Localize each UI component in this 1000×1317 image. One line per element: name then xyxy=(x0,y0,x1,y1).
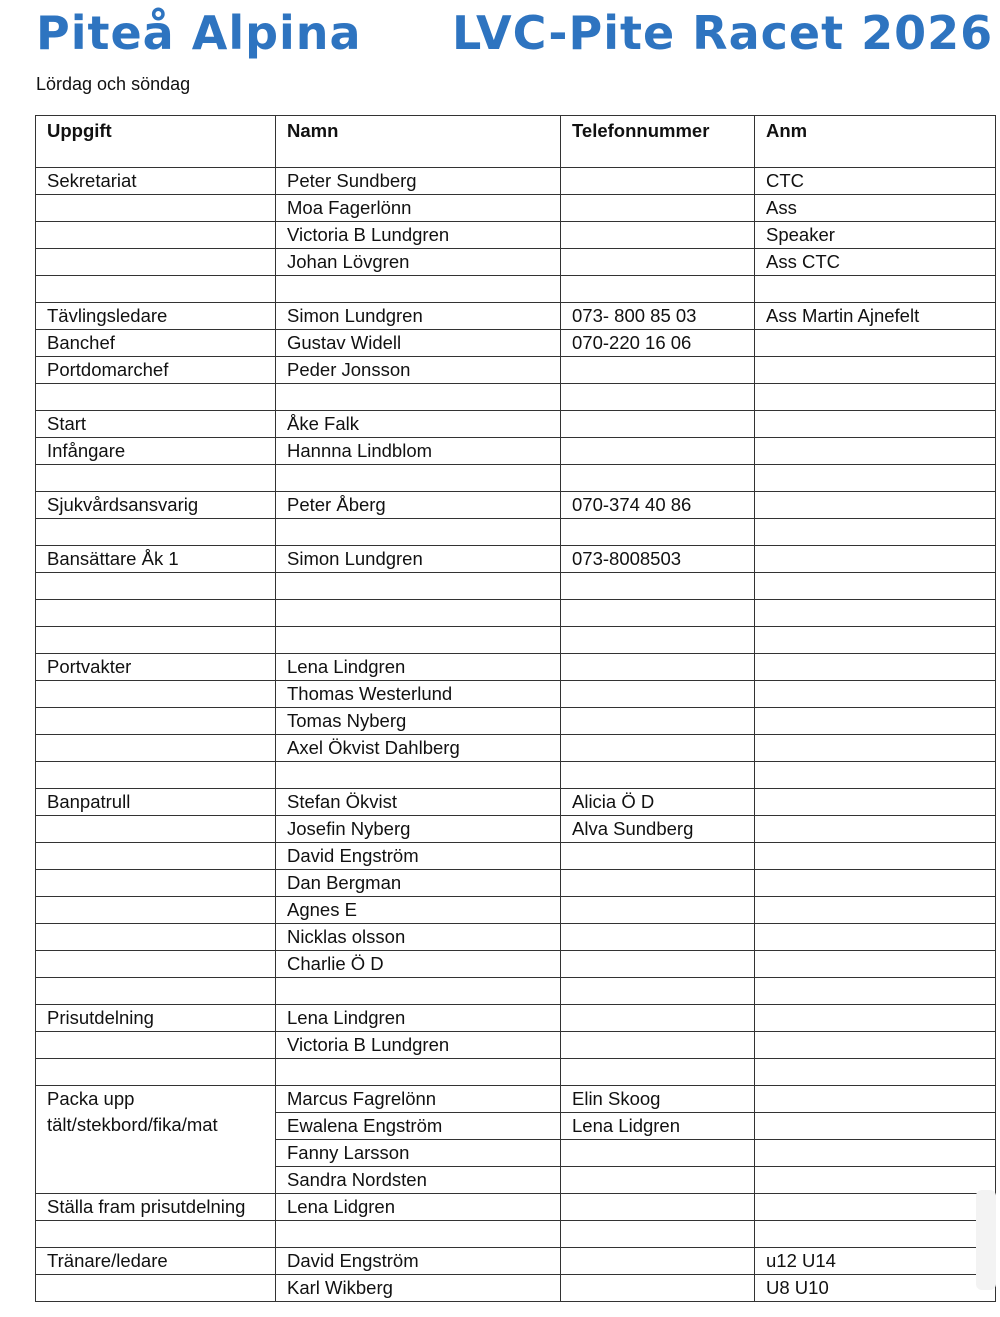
table-row xyxy=(36,924,996,951)
name-cell: Victoria B Lundgren xyxy=(276,222,561,249)
note-cell: CTC xyxy=(755,168,996,195)
task-cell xyxy=(36,249,276,276)
task-cell xyxy=(36,627,276,654)
phone-cell xyxy=(561,1275,755,1302)
note-cell xyxy=(755,1140,996,1167)
phone-cell: 073-8008503 xyxy=(561,546,755,573)
note-cell xyxy=(755,357,996,384)
table-row xyxy=(36,1248,996,1275)
note-cell xyxy=(755,330,996,357)
task-cell: Packa upp tält/stekbord/fika/mat xyxy=(36,1086,276,1194)
phone-cell xyxy=(561,951,755,978)
name-cell xyxy=(276,978,561,1005)
name-cell: Lena Lidgren xyxy=(276,1194,561,1221)
phone-cell: Alva Sundberg xyxy=(561,816,755,843)
phone-cell xyxy=(561,627,755,654)
task-cell: Ställa fram prisutdelning xyxy=(36,1194,276,1221)
task-cell: Start xyxy=(36,411,276,438)
name-cell: Josefin Nyberg xyxy=(276,816,561,843)
phone-cell xyxy=(561,1032,755,1059)
note-cell xyxy=(755,735,996,762)
phone-cell xyxy=(561,843,755,870)
note-cell: Ass CTC xyxy=(755,249,996,276)
table-row xyxy=(36,384,996,411)
task-cell: Banpatrull xyxy=(36,789,276,816)
phone-cell: 073- 800 85 03 xyxy=(561,303,755,330)
phone-cell xyxy=(561,924,755,951)
phone-cell: Elin Skoog xyxy=(561,1086,755,1113)
note-cell xyxy=(755,708,996,735)
task-cell xyxy=(36,1221,276,1248)
name-cell: Thomas Westerlund xyxy=(276,681,561,708)
name-cell: Axel Ökvist Dahlberg xyxy=(276,735,561,762)
name-cell: Dan Bergman xyxy=(276,870,561,897)
task-cell xyxy=(36,1032,276,1059)
task-cell xyxy=(36,195,276,222)
name-cell xyxy=(276,276,561,303)
column-header-uppgift: Uppgift xyxy=(36,116,276,168)
note-cell xyxy=(755,951,996,978)
name-cell xyxy=(276,627,561,654)
task-cell: Tävlingsledare xyxy=(36,303,276,330)
task-cell xyxy=(36,1059,276,1086)
phone-cell xyxy=(561,654,755,681)
task-cell xyxy=(36,708,276,735)
name-cell xyxy=(276,465,561,492)
club-title: Piteå Alpina xyxy=(36,6,362,60)
column-header-anm: Anm xyxy=(755,116,996,168)
event-days: Lördag och söndag xyxy=(36,74,191,94)
task-cell xyxy=(36,222,276,249)
task-cell: Bansättare Åk 1 xyxy=(36,546,276,573)
table-row xyxy=(36,1194,996,1221)
name-cell: Simon Lundgren xyxy=(276,546,561,573)
note-cell xyxy=(755,1113,996,1140)
task-cell xyxy=(36,978,276,1005)
table-row xyxy=(36,762,996,789)
table-row xyxy=(36,843,996,870)
phone-cell xyxy=(561,465,755,492)
name-cell xyxy=(276,1059,561,1086)
note-cell: Ass xyxy=(755,195,996,222)
note-cell xyxy=(755,1194,996,1221)
task-cell xyxy=(36,843,276,870)
name-cell: Johan Lövgren xyxy=(276,249,561,276)
phone-cell xyxy=(561,762,755,789)
table-row xyxy=(36,438,996,465)
name-cell xyxy=(276,519,561,546)
note-cell xyxy=(755,384,996,411)
task-cell xyxy=(36,681,276,708)
note-cell: Ass Martin Ajnefelt xyxy=(755,303,996,330)
note-cell xyxy=(755,600,996,627)
name-cell: Victoria B Lundgren xyxy=(276,1032,561,1059)
table-row xyxy=(36,411,996,438)
note-cell: Speaker xyxy=(755,222,996,249)
phone-cell xyxy=(561,1221,755,1248)
phone-cell xyxy=(561,276,755,303)
task-cell: Sekretariat xyxy=(36,168,276,195)
note-cell xyxy=(755,654,996,681)
name-cell: Nicklas olsson xyxy=(276,924,561,951)
table-row xyxy=(36,1032,996,1059)
phone-cell xyxy=(561,195,755,222)
task-cell xyxy=(36,519,276,546)
table-row xyxy=(36,681,996,708)
name-cell: Hannna Lindblom xyxy=(276,438,561,465)
name-cell xyxy=(276,384,561,411)
task-cell: Banchef xyxy=(36,330,276,357)
phone-cell xyxy=(561,357,755,384)
task-cell: Infångare xyxy=(36,438,276,465)
name-cell xyxy=(276,573,561,600)
note-cell xyxy=(755,573,996,600)
name-cell: Åke Falk xyxy=(276,411,561,438)
table-row xyxy=(36,276,996,303)
name-cell: Peter Sundberg xyxy=(276,168,561,195)
phone-cell xyxy=(561,870,755,897)
phone-cell: 070-374 40 86 xyxy=(561,492,755,519)
phone-cell xyxy=(561,411,755,438)
name-cell: David Engström xyxy=(276,843,561,870)
note-cell: u12 U14 xyxy=(755,1248,996,1275)
table-row xyxy=(36,222,996,249)
phone-cell xyxy=(561,1167,755,1194)
note-cell xyxy=(755,789,996,816)
table-row xyxy=(36,573,996,600)
name-cell: Sandra Nordsten xyxy=(276,1167,561,1194)
name-cell xyxy=(276,1221,561,1248)
table-row xyxy=(36,789,996,816)
phone-cell xyxy=(561,600,755,627)
phone-cell xyxy=(561,681,755,708)
phone-cell xyxy=(561,1194,755,1221)
note-cell xyxy=(755,519,996,546)
table-row xyxy=(36,870,996,897)
phone-cell xyxy=(561,735,755,762)
name-cell: David Engström xyxy=(276,1248,561,1275)
task-cell xyxy=(36,762,276,789)
event-title: LVC-Pite Racet 2026 xyxy=(452,6,994,60)
name-cell xyxy=(276,600,561,627)
table-row xyxy=(36,600,996,627)
table-row xyxy=(36,735,996,762)
table-row xyxy=(36,357,996,384)
table-row xyxy=(36,465,996,492)
name-cell: Marcus Fagrelönn xyxy=(276,1086,561,1113)
table-row xyxy=(36,195,996,222)
note-cell xyxy=(755,681,996,708)
name-cell: Agnes E xyxy=(276,897,561,924)
note-cell xyxy=(755,1005,996,1032)
name-cell xyxy=(276,762,561,789)
phone-cell xyxy=(561,573,755,600)
note-cell xyxy=(755,978,996,1005)
phone-cell: Alicia Ö D xyxy=(561,789,755,816)
column-header-telefonnummer: Telefonnummer xyxy=(561,116,755,168)
task-cell xyxy=(36,600,276,627)
note-cell: U8 U10 xyxy=(755,1275,996,1302)
task-cell xyxy=(36,897,276,924)
note-cell xyxy=(755,897,996,924)
phone-cell xyxy=(561,708,755,735)
page-edge-shadow xyxy=(976,1190,996,1290)
name-cell: Peder Jonsson xyxy=(276,357,561,384)
phone-cell xyxy=(561,222,755,249)
note-cell xyxy=(755,870,996,897)
table-row xyxy=(36,708,996,735)
table-row xyxy=(36,1059,996,1086)
note-cell xyxy=(755,924,996,951)
name-cell: Ewalena Engström xyxy=(276,1113,561,1140)
task-cell: Sjukvårdsansvarig xyxy=(36,492,276,519)
phone-cell xyxy=(561,978,755,1005)
note-cell xyxy=(755,276,996,303)
task-cell xyxy=(36,735,276,762)
phone-cell xyxy=(561,1059,755,1086)
table-row xyxy=(36,816,996,843)
table-row xyxy=(36,1005,996,1032)
phone-cell xyxy=(561,1140,755,1167)
name-cell: Moa Fagerlönn xyxy=(276,195,561,222)
task-cell: Portdomarchef xyxy=(36,357,276,384)
name-cell: Tomas Nyberg xyxy=(276,708,561,735)
note-cell xyxy=(755,411,996,438)
table-row xyxy=(36,492,996,519)
table-row xyxy=(36,546,996,573)
table-row xyxy=(36,951,996,978)
table-row xyxy=(36,1086,996,1113)
phone-cell xyxy=(561,519,755,546)
table-row xyxy=(36,1221,996,1248)
table-row xyxy=(36,519,996,546)
note-cell xyxy=(755,627,996,654)
task-cell xyxy=(36,276,276,303)
phone-cell xyxy=(561,384,755,411)
note-cell xyxy=(755,1221,996,1248)
table-row xyxy=(36,897,996,924)
task-cell xyxy=(36,870,276,897)
table-row xyxy=(36,303,996,330)
name-cell: Stefan Ökvist xyxy=(276,789,561,816)
name-cell: Lena Lindgren xyxy=(276,1005,561,1032)
note-cell xyxy=(755,816,996,843)
task-cell: Tränare/ledare xyxy=(36,1248,276,1275)
table-header-row xyxy=(36,116,996,168)
task-cell xyxy=(36,573,276,600)
phone-cell xyxy=(561,1248,755,1275)
column-header-namn: Namn xyxy=(276,116,561,168)
name-cell: Peter Åberg xyxy=(276,492,561,519)
table-row xyxy=(36,1275,996,1302)
phone-cell xyxy=(561,897,755,924)
task-cell: Portvakter xyxy=(36,654,276,681)
task-cell xyxy=(36,951,276,978)
name-cell: Gustav Widell xyxy=(276,330,561,357)
phone-cell xyxy=(561,168,755,195)
table-row xyxy=(36,978,996,1005)
name-cell: Lena Lindgren xyxy=(276,654,561,681)
phone-cell xyxy=(561,249,755,276)
note-cell xyxy=(755,546,996,573)
task-cell xyxy=(36,465,276,492)
name-cell: Charlie Ö D xyxy=(276,951,561,978)
name-cell: Simon Lundgren xyxy=(276,303,561,330)
phone-cell xyxy=(561,438,755,465)
name-cell: Karl Wikberg xyxy=(276,1275,561,1302)
note-cell xyxy=(755,1086,996,1113)
table-row xyxy=(36,330,996,357)
staff-table xyxy=(35,115,996,1302)
task-cell: Prisutdelning xyxy=(36,1005,276,1032)
note-cell xyxy=(755,843,996,870)
name-cell: Fanny Larsson xyxy=(276,1140,561,1167)
note-cell xyxy=(755,492,996,519)
note-cell xyxy=(755,1167,996,1194)
phone-cell: 070-220 16 06 xyxy=(561,330,755,357)
table-row xyxy=(36,168,996,195)
task-cell xyxy=(36,384,276,411)
note-cell xyxy=(755,762,996,789)
phone-cell: Lena Lidgren xyxy=(561,1113,755,1140)
table-row xyxy=(36,249,996,276)
task-cell xyxy=(36,816,276,843)
note-cell xyxy=(755,1059,996,1086)
note-cell xyxy=(755,1032,996,1059)
note-cell xyxy=(755,465,996,492)
phone-cell xyxy=(561,1005,755,1032)
task-cell xyxy=(36,1275,276,1302)
table-row xyxy=(36,654,996,681)
task-cell xyxy=(36,924,276,951)
table-row xyxy=(36,627,996,654)
note-cell xyxy=(755,438,996,465)
